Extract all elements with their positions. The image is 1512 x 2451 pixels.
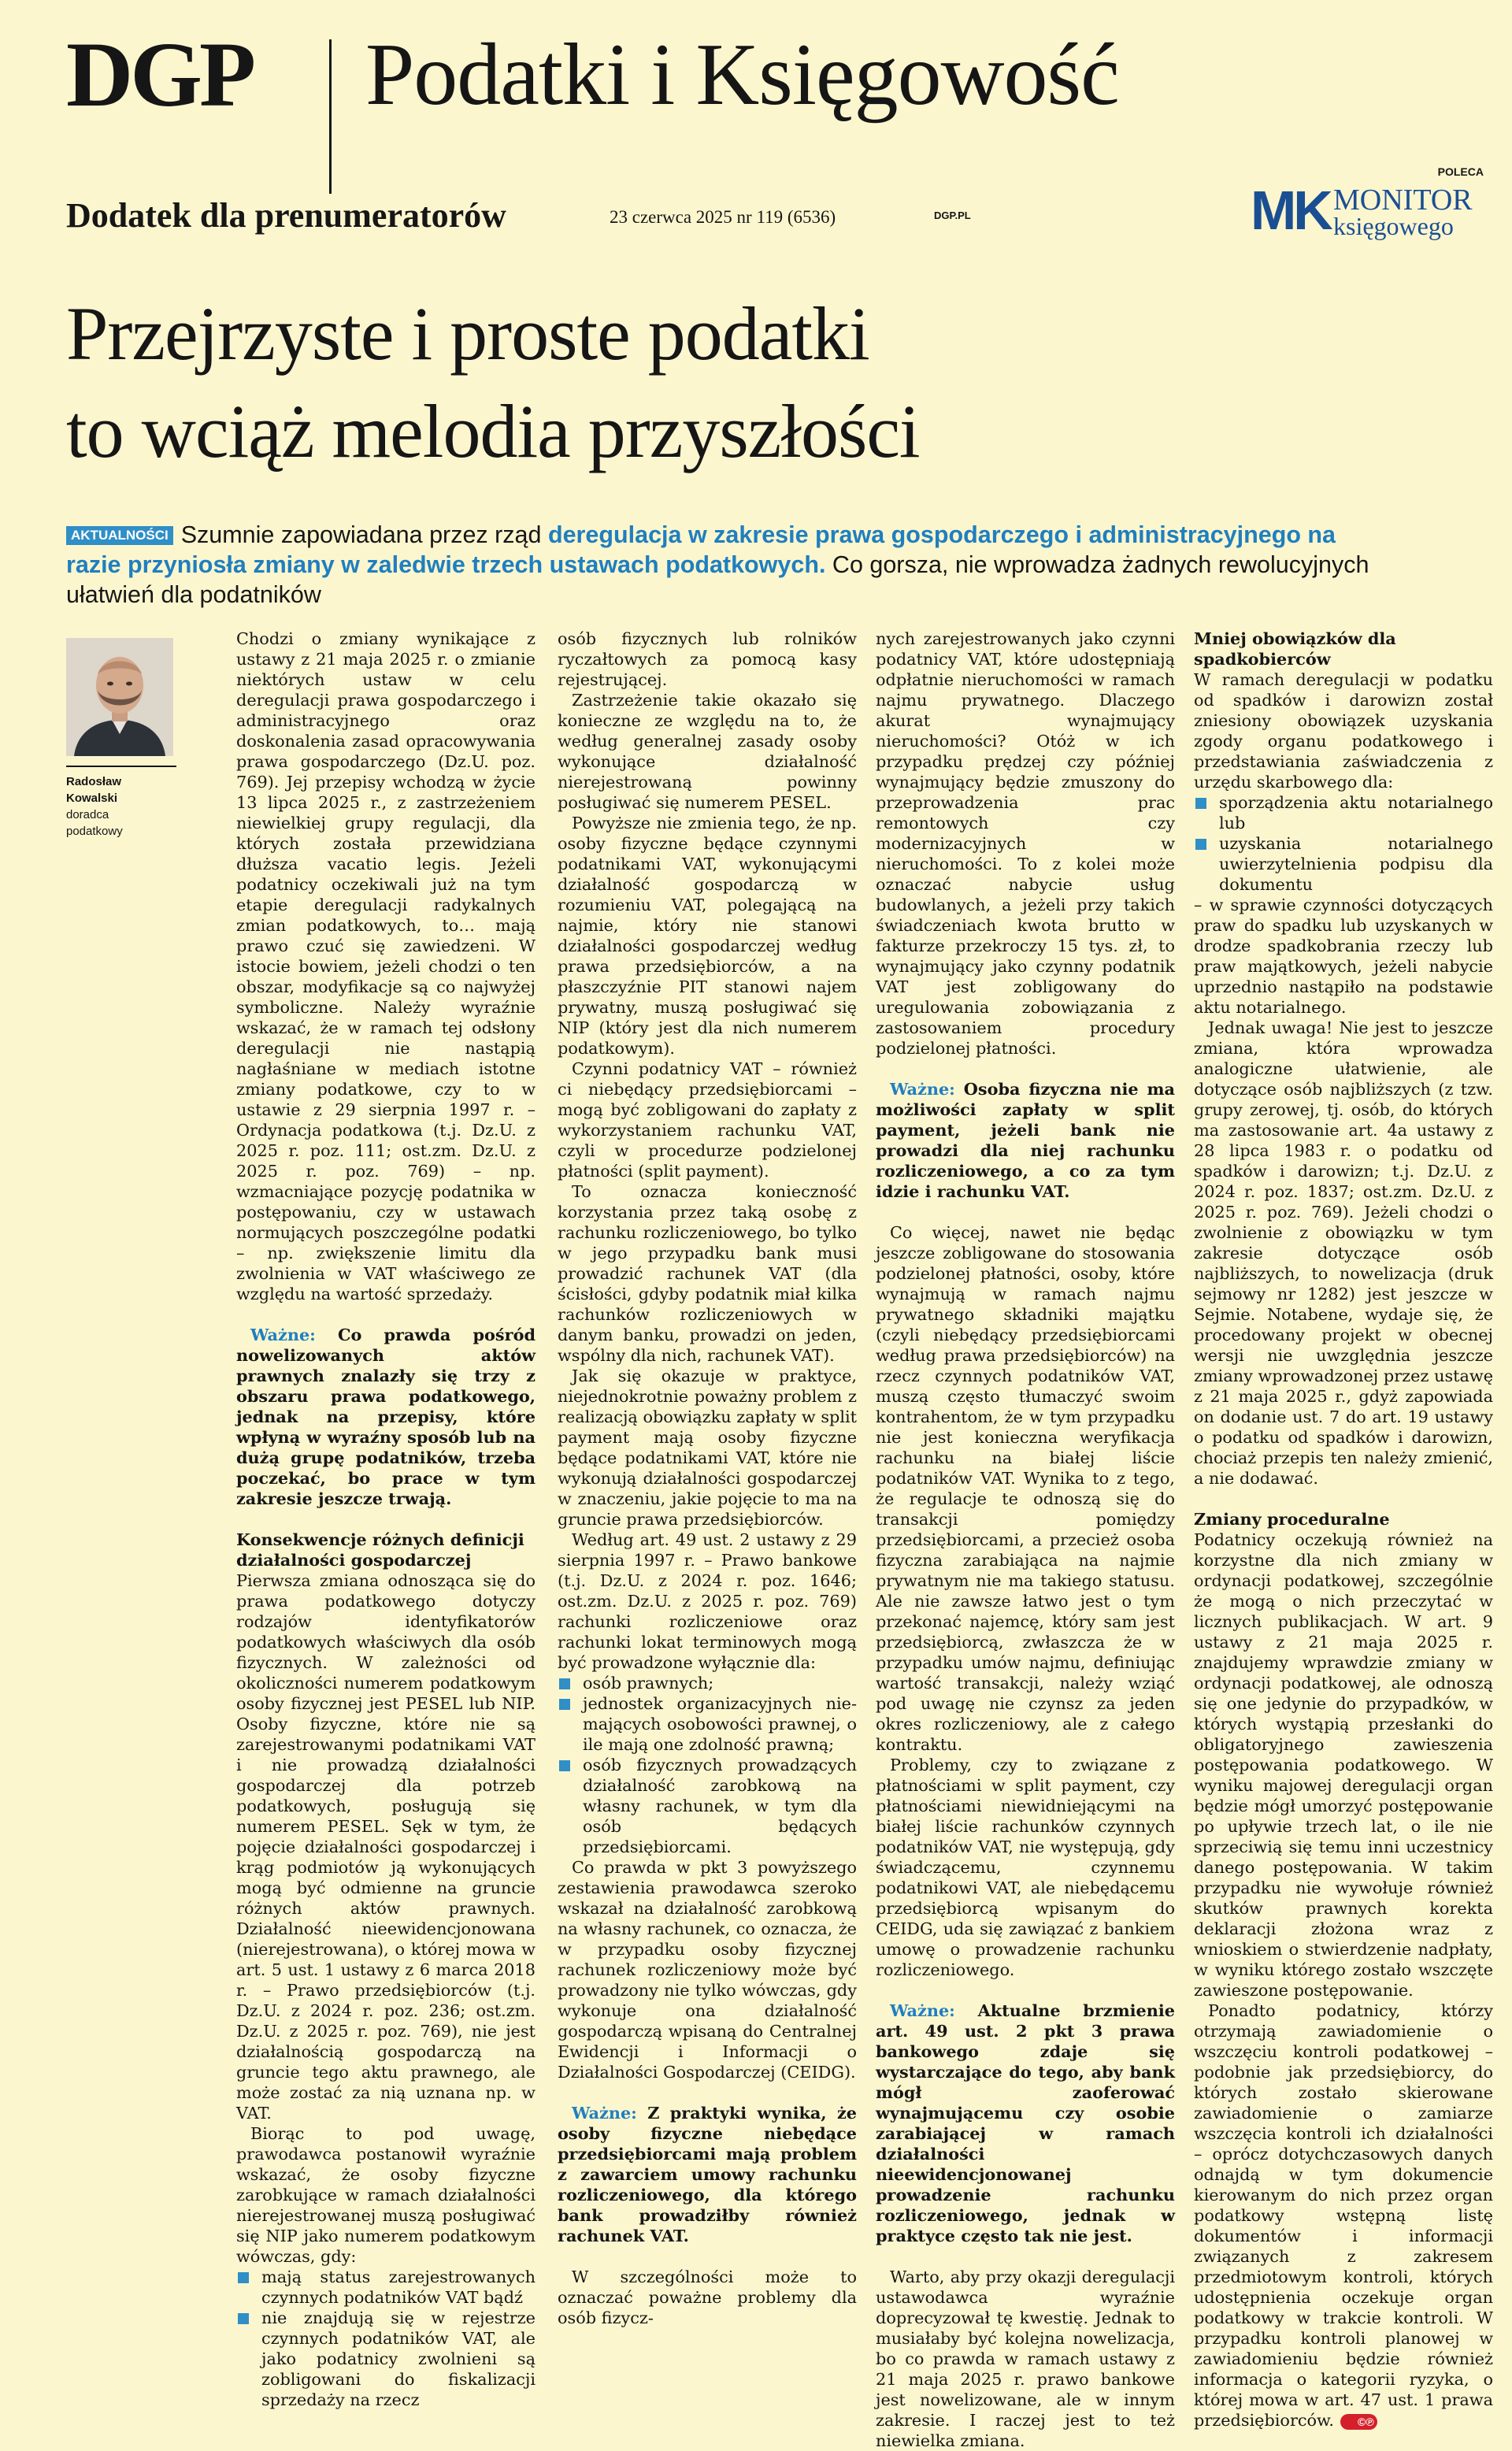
author-role-2: podatkowy: [66, 825, 123, 838]
callout-text: Co prawda pośród nowelizowanych aktów prawnych znalazły się trzy z obszaru prawa podatkowego, jednak na przepisy, które wpłyną w wyraźny sposób lub na dużą grupę podatników, trzeba poczekać, bo prace w tym zakresie jeszcze trwają.: [236, 1325, 536, 1508]
headline-line-2: to wciąż melodia przyszłości: [66, 389, 920, 473]
partner-name: MONITOR: [1333, 184, 1473, 217]
bullet-list: [236, 2267, 536, 2410]
important-callout: [876, 1079, 1175, 1202]
paragraph: W szczególności może to oznaczać poważne problemy dla osób fizycz-: [558, 2267, 857, 2327]
paragraph: Zastrzeżenie takie okazało się konieczne ze względu na to, że według generalnej zasady osoby wykonujące działalność nierejestrowaną powinny posługiwać się numerem PESEL.: [558, 691, 857, 812]
paragraph: Chodzi o zmiany wynikające z ustawy z 21 maja 2025 r. o zmianie niektórych ustaw w celu deregulacji prawa gospodarczego i administracyjnego oraz doskonalenia zasad opracowywania prawa gospodarczego (Dz.U. poz. 769). Jej przepisy wchodzą w życie 13 lipca 2025 r., z zastrzeżeniem niewielkiej grupy regulacji, dla których została przewidziana dłuższa vacatio legis. Jeżeli podatnicy oczekiwali już na tym etapie deregulacji radykalnych zmian podatkowych, to… mają prawo czuć się zawiedzeni. W istocie bowiem, jeżeli chodzi o ten obszar, modyfikacje są co najwyżej symboliczne. Należy wyraźnie wskazać, że w ramach tej odsłony deregulacji nie nastąpią nagłaśniane w mediach istotne zmiany podatkowe, czy to w ustawie z 29 sierpnia 1997 r. – Ordynacja podatkowa (t.j. Dz.U. z 2025 r. poz. 111; ost.zm. Dz.U. z 2025 r. poz. 769) – np. wzmacniające pozycję podatnika w postępowaniu, czy w ustawach normujących poszczególne podatki – np. zwiększenie limitu dla zwolnienia w VAT właściwego ze względu na wartość sprzedaży.: [236, 629, 536, 1303]
list-item: osób prawnych;: [558, 1673, 857, 1693]
list-item: osób fizycznych prowadzących działalność zarobkową na własny rachunek, w tym dla osób będących przedsiębiorcami.: [558, 1755, 857, 1857]
callout-text: Aktualne brzmienie art. 49 ust. 2 pkt 3 prawa bankowego zdaje się wystarczające do tego, aby bank mógł zaoferować wynajmującemu czy osobie zarabiającej w ramach działalności nieewidencjonowanej prowadzenie rachunku rozliczeniowego, jednak w praktyce często tak nie jest.: [876, 2000, 1175, 2245]
paragraph: Według art. 49 ust. 2 ustawy z 29 sierpnia 1997 r. – Prawo bankowe (t.j. Dz.U. z 2024 r. poz. 1646; ost.zm. Dz.U. z 2025 r. poz. 769) rachunki rozliczeniowe oraz rachunki lokat terminowych mogą być prowadzone wyłącznie dla:: [558, 1530, 857, 1672]
article-column-1: [236, 629, 536, 2410]
important-callout: [876, 2000, 1175, 2246]
callout-text: Osoba fizyczna nie ma możliwości zapłaty w split payment, jeżeli bank nie prowadzi dla niej rachunku rozliczeniowego, a co za tym idzie i rachunku VAT.: [876, 1079, 1175, 1201]
author-first-name: Radosław: [66, 775, 122, 788]
list-item: mają status zarejestrowanych czynnych podatników VAT bądź: [236, 2267, 536, 2308]
author-photo: [66, 638, 173, 756]
author-box: [66, 638, 176, 840]
list-item: uzyskania notarialnego uwierzytelnienia podpisu dla dokumentu: [1194, 833, 1493, 895]
list-item: jednostek organizacyjnych nie-mających osobowości prawnej, o ile mają one zdolność prawną;: [558, 1693, 857, 1755]
bullet-list: [1194, 792, 1493, 895]
callout-label: Ważne:: [890, 2000, 955, 2020]
author-last-name: Kowalski: [66, 792, 118, 805]
lead-text-1: Szumnie zapowiadana przez rząd: [180, 521, 548, 548]
subheading: Mniej obowiązków dla spadkobierców: [1194, 629, 1396, 669]
masthead: [66, 23, 1499, 126]
partner-subname: księgowego: [1333, 212, 1454, 240]
article-column-3: [876, 629, 1175, 2451]
important-callout: [236, 1325, 536, 1509]
paragraph: Podatnicy oczekują również na korzystne dla nich zmiany w ordynacji podatkowej, szczególnie że mogą o nich przeczytać w licznych publikacjach. W art. 9 ustawy z 21 maja 2025 r. znajdujemy wprawdzie zmiany w ordynacji podatkowej, ale odnoszą się one jedynie do przypadków, w których wystąpią przesłanki do obligatoryjnego zawieszenia postępowania podatkowego. W wyniku majowej deregulacji organ będzie mógł umorzyć postępowanie po upływie trzech lat, o ile nie sprzeciwią się temu inni uczestnicy danego postępowania. W takim przypadku nie wywołuje również skutków prawnych korekta deklaracji złożona wraz z wnioskiem o stwierdzenie nadpłaty, w wyniku którego zostało wszczęte zawieszone postępowanie.: [1194, 1530, 1493, 2000]
headline-line-1: Przejrzyste i proste podatki: [66, 291, 869, 376]
recommends-label: POLECA: [1437, 165, 1484, 178]
mk-logo-icon: MK: [1251, 180, 1330, 241]
paragraph: Warto, aby przy okazji deregulacji ustawodawca wyraźnie doprecyzował tę kwestię. Jednak to musiałaby być kolejna nowelizacja, bo co prawda w ramach ustawy z 21 maja 2025 r. prawo bankowe jest nowelizowane, ale w innym zakresie. I raczej jest to też niewielka zmiana.: [876, 2267, 1175, 2450]
dgp-logo: DGP: [66, 23, 254, 126]
paragraph: Problemy, czy to związane z płatnościami w split payment, czy płatnościami niewidniejącymi na białej liście rachunków czynnych podatników VAT, nie występują, gdy świadczącemu, czynnemu podatnikowi VAT, ale niebędącemu przedsiębiorcą wpisanym do CEIDG, uda się zawiązać z bankiem umowę o prowadzenie rachunku rozliczeniowego.: [876, 1756, 1175, 1979]
author-divider: [66, 766, 176, 767]
article-column-2: [558, 629, 857, 2328]
list-item: nie znajdują się w rejestrze czynnych podatników VAT, ale jako podatnicy zwolnieni są zobligowani do fiskalizacji sprzedaży na rzecz: [236, 2308, 536, 2410]
paragraph: [1194, 2000, 1493, 2431]
subheading: Zmiany proceduralne: [1194, 1509, 1390, 1529]
callout-label: Ważne:: [572, 2103, 637, 2123]
copyright-icon: ©℗: [1340, 2414, 1377, 2430]
paragraph: Pierwsza zmiana odnosząca się do prawa podatkowego dotyczy rodzajów identyfikatorów podatkowych właściwych dla osób fizycznych. W zależności od okoliczności numerem podatkowym osoby fizycznej jest PESEL lub NIP. Osoby fizyczne, które nie są zarejestrowanymi podatnikami VAT i nie prowadzą działalności gospodarczej dla potrzeb podatkowych, posługują się numerem PESEL. Sęk w tym, że pojęcie działalności gospodarczej i krąg podmiotów ją wykonujących mogą być odmienne na gruncie różnych aktów prawnych. Działalność nieewidencjonowana (nierejestrowana), o której mowa w art. 5 ust. 1 ustawy z 6 marca 2018 r. – Prawo przedsiębiorców (t.j. Dz.U. z 2024 r. poz. 236; ost.zm. Dz.U. z 2025 r. poz. 769), nie jest działalnością gospodarczą na gruncie tego aktu prawnego, ale może zostać za nią uznana np. w VAT.: [236, 1571, 536, 2123]
article-headline: [66, 285, 1405, 480]
article-column-4: [1194, 629, 1493, 2431]
subheading: Konsekwencje różnych definicji działalności gospodarczej: [236, 1530, 524, 1570]
paragraph: nych zarejestrowanych jako czynni podatnicy VAT, które udostępniają odpłatnie nieruchomości w ramach najmu prywatnego. Dlaczego akurat wynajmujący nieruchomości? Otóż w ich przypadku prędzej czy później wynajmujący będzie zmuszony do przeprowadzenia prac remontowych czy modernizacyjnych w nieruchomości. To z kolei może oznaczać nabycie usług budowlanych, a jeżeli przy takich świadczeniach kwota brutto w fakturze przekroczy 15 tys. zł, to wynajmujący jako czynny podatnik VAT jest zobligowany do uregulowania zobowiązania z zastosowaniem procedury podzielonej płatności.: [876, 629, 1175, 1058]
paragraph: – w sprawie czynności dotyczących praw do spadku lub uzyskanych w drodze spadkobrania rzeczy lub praw majątkowych, jeżeli nabycie uprzednio nastąpiło na podstawie aktu notarialnego.: [1194, 895, 1493, 1017]
paragraph: Jak się okazuje w praktyce, niejednokrotnie poważny problem z realizacją obowiązku zapłaty w split payment mają osoby fizyczne będące podatnikami VAT, które nie wykonują działalności gospodarczej w znaczeniu, jakie pojęcie to ma na gruncie prawa przedsiębiorców.: [558, 1366, 857, 1529]
paragraph-text: Ponadto podatnicy, którzy otrzymają zawiadomienie o wszczęciu kontroli podatkowej – podobnie jak przedsiębiorcy, do których zostało skierowane zawiadomienie o zamiarze wszczęcia kontroli ich działalności – oprócz dotychczasowych danych odnajdą w tym dokumencie kierowanym do nich przez organ podatkowy wstępną listę dokumentów i informacji związanych z zakresem przedmiotowym kontroli, których udostępnienia oczekuje organ podatkowy w trakcie kontroli. W przypadku kontroli planowej w zawiadomieniu będzie również informacja o kategorii ryzyka, o której mowa w art. 47 ust. 1 prawa przedsiębiorców.: [1194, 2001, 1493, 2430]
callout-label: Ważne:: [250, 1325, 316, 1344]
paragraph: Co prawda w pkt 3 powyższego zestawienia prawodawca szeroko wskazał na działalność zarobkową na własny rachunek, co oznacza, że w przypadku osoby fizycznej rachunek rozliczeniowy może być prowadzony nie tylko wówczas, gdy wykonuje ona działalność gospodarczą wpisaną do Centralnej Ewidencji i Informacji o Działalności Gospodarczej (CEIDG).: [558, 1858, 857, 2082]
section-tag: AKTUALNOŚCI: [66, 526, 173, 545]
list-item: sporządzenia aktu notarialnego lub: [1194, 792, 1493, 833]
author-portrait-icon: [66, 638, 173, 756]
paragraph: To oznacza konieczność korzystania przez taką osobę z rachunku rozliczeniowego, bo tylko w jego przypadku bank musi prowadzić rachunek VAT (dla ścisłości, gdyby podatnik miał kilka rachunków rozliczeniowych w danym banku, prowadzi on jeden, wspólny dla nich, rachunek VAT).: [558, 1182, 857, 1365]
site-url: DGP.PL: [934, 210, 971, 221]
issue-date-number: 23 czerwca 2025 nr 119 (6536): [610, 207, 836, 227]
paragraph: osób fizycznych lub rolników ryczałtowych za pomocą kasy rejestrującej.: [558, 629, 857, 689]
paragraph: Biorąc to pod uwagę, prawodawca postanowił wyraźnie wskazać, że osoby fizyczne zarobkujące w ramach działalności nierejestrowanej muszą posługiwać się NIP jako numerem podatkowym wówczas, gdy:: [236, 2124, 536, 2266]
paragraph: Co więcej, nawet nie będąc jeszcze zobligowane do stosowania podzielonej płatności, osoby, które wynajmują w ramach najmu prywatnego składniki majątku (czyli niebędący przedsiębiorcami według prawa przedsiębiorców) na rzecz czynnych podatników VAT, muszą często tłumaczyć swoim kontrahentom, że w tym przypadku nie jest konieczna weryfikacja rachunku na białej liście podatników VAT. Wynika to z tego, że regulacje te odnoszą się do transakcji pomiędzy przedsiębiorcami, a przecież osoba fizyczna zarabiająca na najmie prywatnym nie ma takiego statusu. Ale nie zawsze łatwo jest o tym przekonać najemcę, który sam jest przedsiębiorcą, zwłaszcza że w przypadku umów najmu, definiując wartość transakcji, należy wziąć pod uwagę nie czynsz za jeden okres rozliczeniowy, ale z całego kontraktu.: [876, 1223, 1175, 1754]
monitor-ksiegowego-logo: [1251, 181, 1495, 241]
masthead-divider: [329, 39, 332, 194]
supplement-label: Dodatek dla prenumeratorów: [66, 196, 506, 235]
paragraph: Czynni podatnicy VAT – również ci niebędący przedsiębiorcami – mogą być zobligowani do zapłaty z wykorzystaniem rachunku VAT, czyli w procedurze podzielonej płatności (split payment).: [558, 1059, 857, 1181]
paragraph: Powyższe nie zmienia tego, że np. osoby fizyczne będące czynnymi podatnikami VAT, wykonującymi działalność gospodarczą w rozumieniu VAT, polegającą na najmie, który nie stanowi działalności gospodarczej według prawa przedsiębiorców, a na płaszczyźnie PIT stanowi najem prywatny, muszą posługiwać się NIP (który jest dla nich numerem podatkowym).: [558, 814, 857, 1058]
lead-highlight: deregulacja w zakresie prawa gospodarczego i administracyjnego na razie przyniosła zmiany w zaledwie trzech ustawach podatkowych.: [66, 521, 1336, 578]
section-title: Podatki i Księgowość: [365, 26, 1119, 124]
paragraph: Jednak uwaga! Nie jest to jeszcze zmiana, która wprowadza analogiczne ułatwienie, ale dotyczące osób najbliższych (z tzw. grupy zerowej, tj. osób, do których ma zastosowanie art. 4a ustawy z 28 lipca 1983 r. o podatku od spadków i darowizn; t.j. Dz.U. z 2024 r. poz. 1837; ost.zm. Dz.U. z 2025 r. poz. 769). Jeżeli chodzi o zwolnienie z obowiązku w tym zakresie dotyczące osób najbliższych, to nowelizacja (druk sejmowy nr 1282) jest jeszcze w Sejmie. Notabene, wydaje się, że procedowany projekt w obecnej wersji nie uwzględnia jeszcze zmiany wprowadzonej przez ustawę z 21 maja 2025 r., gdyż zapowiada on dodanie ust. 7 do art. 19 ustawy o podatku od spadków i darowizn, chociaż przepis ten należy zmienić, a nie dodawać.: [1194, 1018, 1493, 1488]
bullet-list: [558, 1673, 857, 1857]
paragraph: W ramach deregulacji w podatku od spadków i darowizn został zniesiony obowiązek uzyskania zgody organu podatkowego i przedstawiania zaświadczenia z urzędu skarbowego dla:: [1194, 670, 1493, 792]
callout-label: Ważne:: [890, 1079, 955, 1099]
lead-text-2: Co gorsza, nie wprowadza żadnych rewolucyjnych ułatwień dla podatników: [66, 551, 1369, 608]
callout-text: Z praktyki wynika, że osoby fizyczne niebędące przedsiębiorcami mają problem z zawarciem umowy rachunku rozliczeniowego, dla którego bank prowadziłby również rachunek VAT.: [558, 2103, 857, 2245]
important-callout: [558, 2103, 857, 2246]
article-lead: [66, 520, 1370, 610]
author-role-1: doradca: [66, 808, 109, 821]
